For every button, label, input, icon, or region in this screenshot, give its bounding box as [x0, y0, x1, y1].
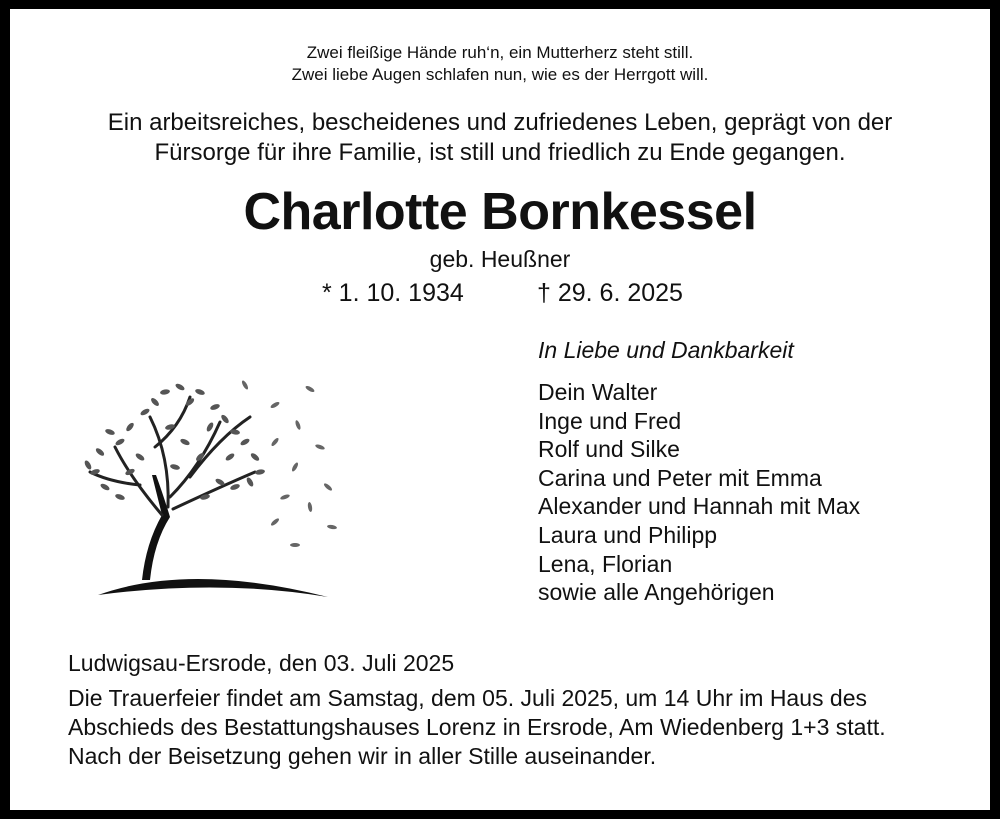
- notice-line: Nach der Beisetzung gehen wir in aller Stille auseinander.: [68, 743, 657, 769]
- notice-line: Abschieds des Bestattungshauses Lorenz in Ersrode, Am Wiedenberg 1+3 statt.: [68, 714, 886, 740]
- notice-line: Die Trauerfeier findet am Samstag, dem 05. Juli 2025, um 14 Uhr im Haus des: [68, 685, 867, 711]
- intro-line: Fürsorge für ihre Familie, ist still und friedlich zu Ende gegangen.: [154, 139, 846, 166]
- dedication: In Liebe und Dankbarkeit: [538, 337, 794, 363]
- deceased-name: Charlotte Bornkessel: [243, 183, 757, 241]
- mourner-name: Inge und Fred: [538, 407, 682, 434]
- mourner-name: Alexander und Hannah mit Max: [538, 493, 861, 520]
- mourner-name: Lena, Florian: [538, 550, 673, 577]
- intro-line: Ein arbeitsreiches, bescheidenes und zufriedenes Leben, geprägt von der: [107, 109, 893, 136]
- obituary-card: [10, 9, 990, 810]
- born-name: geb. Heußner: [429, 246, 571, 272]
- mourners-list: [538, 335, 860, 607]
- birth-date: * 1. 10. 1934: [322, 279, 464, 307]
- mourner-name: sowie alle Angehörigen: [538, 579, 775, 606]
- mourner-name: Laura und Philipp: [538, 521, 718, 548]
- verse: [10, 42, 990, 86]
- funeral-notice: [68, 684, 968, 771]
- mourner-name: Carina und Peter mit Emma: [538, 464, 822, 491]
- tree-with-falling-leaves-icon: [70, 347, 340, 597]
- place-date: Ludwigsau-Ersrode, den 03. Juli 2025: [68, 650, 455, 676]
- mourner-name: Dein Walter: [538, 379, 658, 405]
- intro-text: [10, 108, 990, 168]
- verse-line: Zwei fleißige Hände ruh‘n, ein Mutterherz steht still.: [306, 43, 694, 62]
- verse-line: Zwei liebe Augen schlafen nun, wie es der Herrgott will.: [291, 65, 709, 84]
- mourner-name: Rolf und Silke: [538, 436, 680, 463]
- death-date: † 29. 6. 2025: [537, 279, 683, 307]
